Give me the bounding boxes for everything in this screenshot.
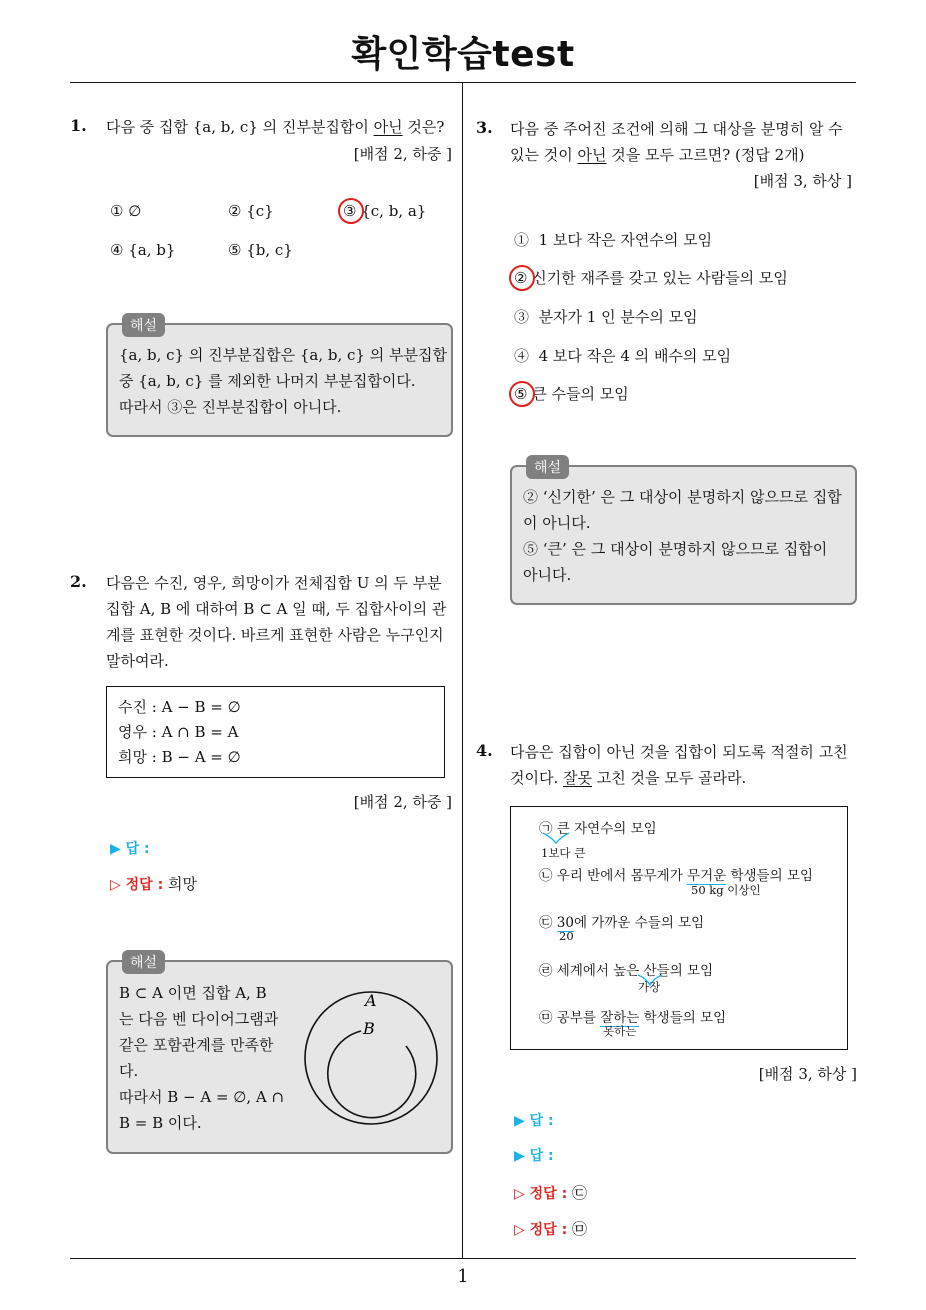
q2-answer-field[interactable]: ▶ 답 : <box>110 841 150 857</box>
q1-option-3[interactable]: ③ {c, b, a} <box>343 202 427 220</box>
q3-score: [배점 3, 하상 ] <box>753 172 852 190</box>
q1-solution-line: 중 {a, b, c} 를 제외한 나머지 부분집합이다. <box>119 372 416 390</box>
q4-fix-5: 못하는 <box>603 1024 637 1038</box>
q2-statement: 희망 : B − A = ∅ <box>118 748 241 766</box>
q2-solution-line: B ⊂ A 이면 집합 A, B <box>119 984 267 1002</box>
q3-option-2-marked: ② <box>514 269 528 287</box>
q2-solution-box <box>106 955 453 1154</box>
q2-score: [배점 2, 하중 ] <box>353 793 452 811</box>
q1-score: [배점 2, 하중 ] <box>353 145 452 163</box>
q4-items-box <box>510 806 848 1050</box>
q4-item-4: ㉣ 세계에서 높은 산들의 모임 <box>539 963 714 979</box>
q4-item-2: ㉡ 우리 반에서 몸무게가 무거운 학생들의 모임 <box>539 868 814 884</box>
page-title: 확인학습test <box>351 34 575 75</box>
q1-number: 1. <box>70 116 87 135</box>
q3-option-3[interactable]: ③ 분자가 1 인 분수의 모임 <box>514 308 698 326</box>
top-rule <box>70 82 856 83</box>
q4-text: 다음은 집합이 아닌 것을 집합이 되도록 적절히 고친 것이다. 잘못 고친 것을 모두 골라라. <box>510 743 848 787</box>
q1-option-3-marked: ③ <box>343 202 357 220</box>
q4-fix-3: 20 <box>559 929 574 943</box>
page-number: 1 <box>457 1266 469 1287</box>
q4-fix-1: 1보다 큰 <box>541 846 586 860</box>
q3-solution-line: ⑤ ‘큰’ 은 그 대상이 분명하지 않으므로 집합이 <box>523 540 828 558</box>
bottom-rule <box>70 1258 856 1259</box>
q3-solution-line: 아니다. <box>523 566 572 584</box>
q1-text: 다음 중 집합 {a, b, c} 의 진부분집합이 아닌 것은? <box>106 118 445 136</box>
q2-text: 다음은 수진, 영우, 희망이가 전체집합 U 의 두 부분 집합 A, B 에 대하여 B ⊂ A 일 때, 두 집합사이의 관 계를 표현한 것이다. 바르게 표현한 사람은 누구인지 말하여라. <box>106 574 447 670</box>
q3-solution-box <box>510 460 857 605</box>
q4-correct-answer-1: ▷ 정답 : ㉢ <box>514 1184 588 1202</box>
q4-answer-field-2[interactable]: ▶ 답 : <box>514 1148 554 1164</box>
venn-label-a: A <box>365 991 377 1010</box>
q3-solution-label: 해설 <box>526 455 569 479</box>
q4-item-1: ㉠ 큰 자연수의 모임 <box>539 821 657 837</box>
q1-option-5[interactable]: ⑤ {b, c} <box>228 241 293 259</box>
q1-option-1[interactable]: ① ∅ <box>110 202 142 220</box>
venn-label-b: B <box>363 1019 375 1038</box>
q2-statement: 수진 : A − B = ∅ <box>118 698 241 716</box>
q2-solution-line: B = B 이다. <box>119 1114 202 1132</box>
q1-option-4[interactable]: ④ {a, b} <box>110 241 176 259</box>
q3-option-1[interactable]: ① 1 보다 작은 자연수의 모임 <box>514 231 713 249</box>
q2-solution-line: 는 다음 벤 다이어그램과 <box>119 1010 279 1028</box>
q1-solution-line: 따라서 ③은 진부분집합이 아니다. <box>119 398 342 416</box>
q2-solution-line: 같은 포함관계를 만족한 <box>119 1036 274 1054</box>
q4-fix-2: 50 kg 이상인 <box>691 883 761 897</box>
q3-option-4[interactable]: ④ 4 보다 작은 4 의 배수의 모임 <box>514 347 732 365</box>
q2-correct-answer: ▷ 정답 : 희망 <box>110 875 198 893</box>
q3-option-5[interactable]: ⑤ 큰 수들의 모임 <box>514 385 629 403</box>
q4-correct-answer-2: ▷ 정답 : ㉤ <box>514 1220 588 1238</box>
venn-diagram <box>299 986 449 1136</box>
q4-fix-4: 가장 <box>638 980 661 994</box>
q3-number: 3. <box>476 118 493 137</box>
q3-option-2[interactable]: ② 신기한 재주를 갖고 있는 사람들의 모임 <box>514 269 788 287</box>
q4-number: 4. <box>476 741 493 760</box>
q1-option-2[interactable]: ② {c} <box>228 202 274 220</box>
q4-item-5: ㉤ 공부를 잘하는 학생들의 모임 <box>539 1010 727 1026</box>
q2-solution-line: 다. <box>119 1062 139 1080</box>
q2-number: 2. <box>70 572 87 591</box>
q2-solution-label: 해설 <box>122 950 165 974</box>
q4-item-3: ㉢ 30에 가까운 수들의 모임 <box>539 915 705 931</box>
q2-statement-box <box>106 686 445 778</box>
q2-solution-line: 따라서 B − A = ∅, A ∩ <box>119 1088 285 1106</box>
q1-solution-box <box>106 318 453 437</box>
q1-solution-line: {a, b, c} 의 진부분집합은 {a, b, c} 의 부분집합 <box>119 346 447 364</box>
q4-answer-field-1[interactable]: ▶ 답 : <box>514 1113 554 1129</box>
q3-option-5-marked: ⑤ <box>514 385 528 403</box>
q3-solution-line: ② ‘신기한’ 은 그 대상이 분명하지 않으므로 집합 <box>523 488 842 506</box>
q2-statement: 영우 : A ∩ B = A <box>118 723 239 741</box>
column-divider <box>462 83 463 1259</box>
q4-score: [배점 3, 하상 ] <box>758 1065 857 1083</box>
q3-text: 다음 중 주어진 조건에 의해 그 대상을 분명히 알 수 있는 것이 아닌 것을 모두 고르면? (정답 2개) <box>510 120 843 164</box>
q1-solution-label: 해설 <box>122 313 165 337</box>
q3-solution-line: 이 아니다. <box>523 514 591 532</box>
